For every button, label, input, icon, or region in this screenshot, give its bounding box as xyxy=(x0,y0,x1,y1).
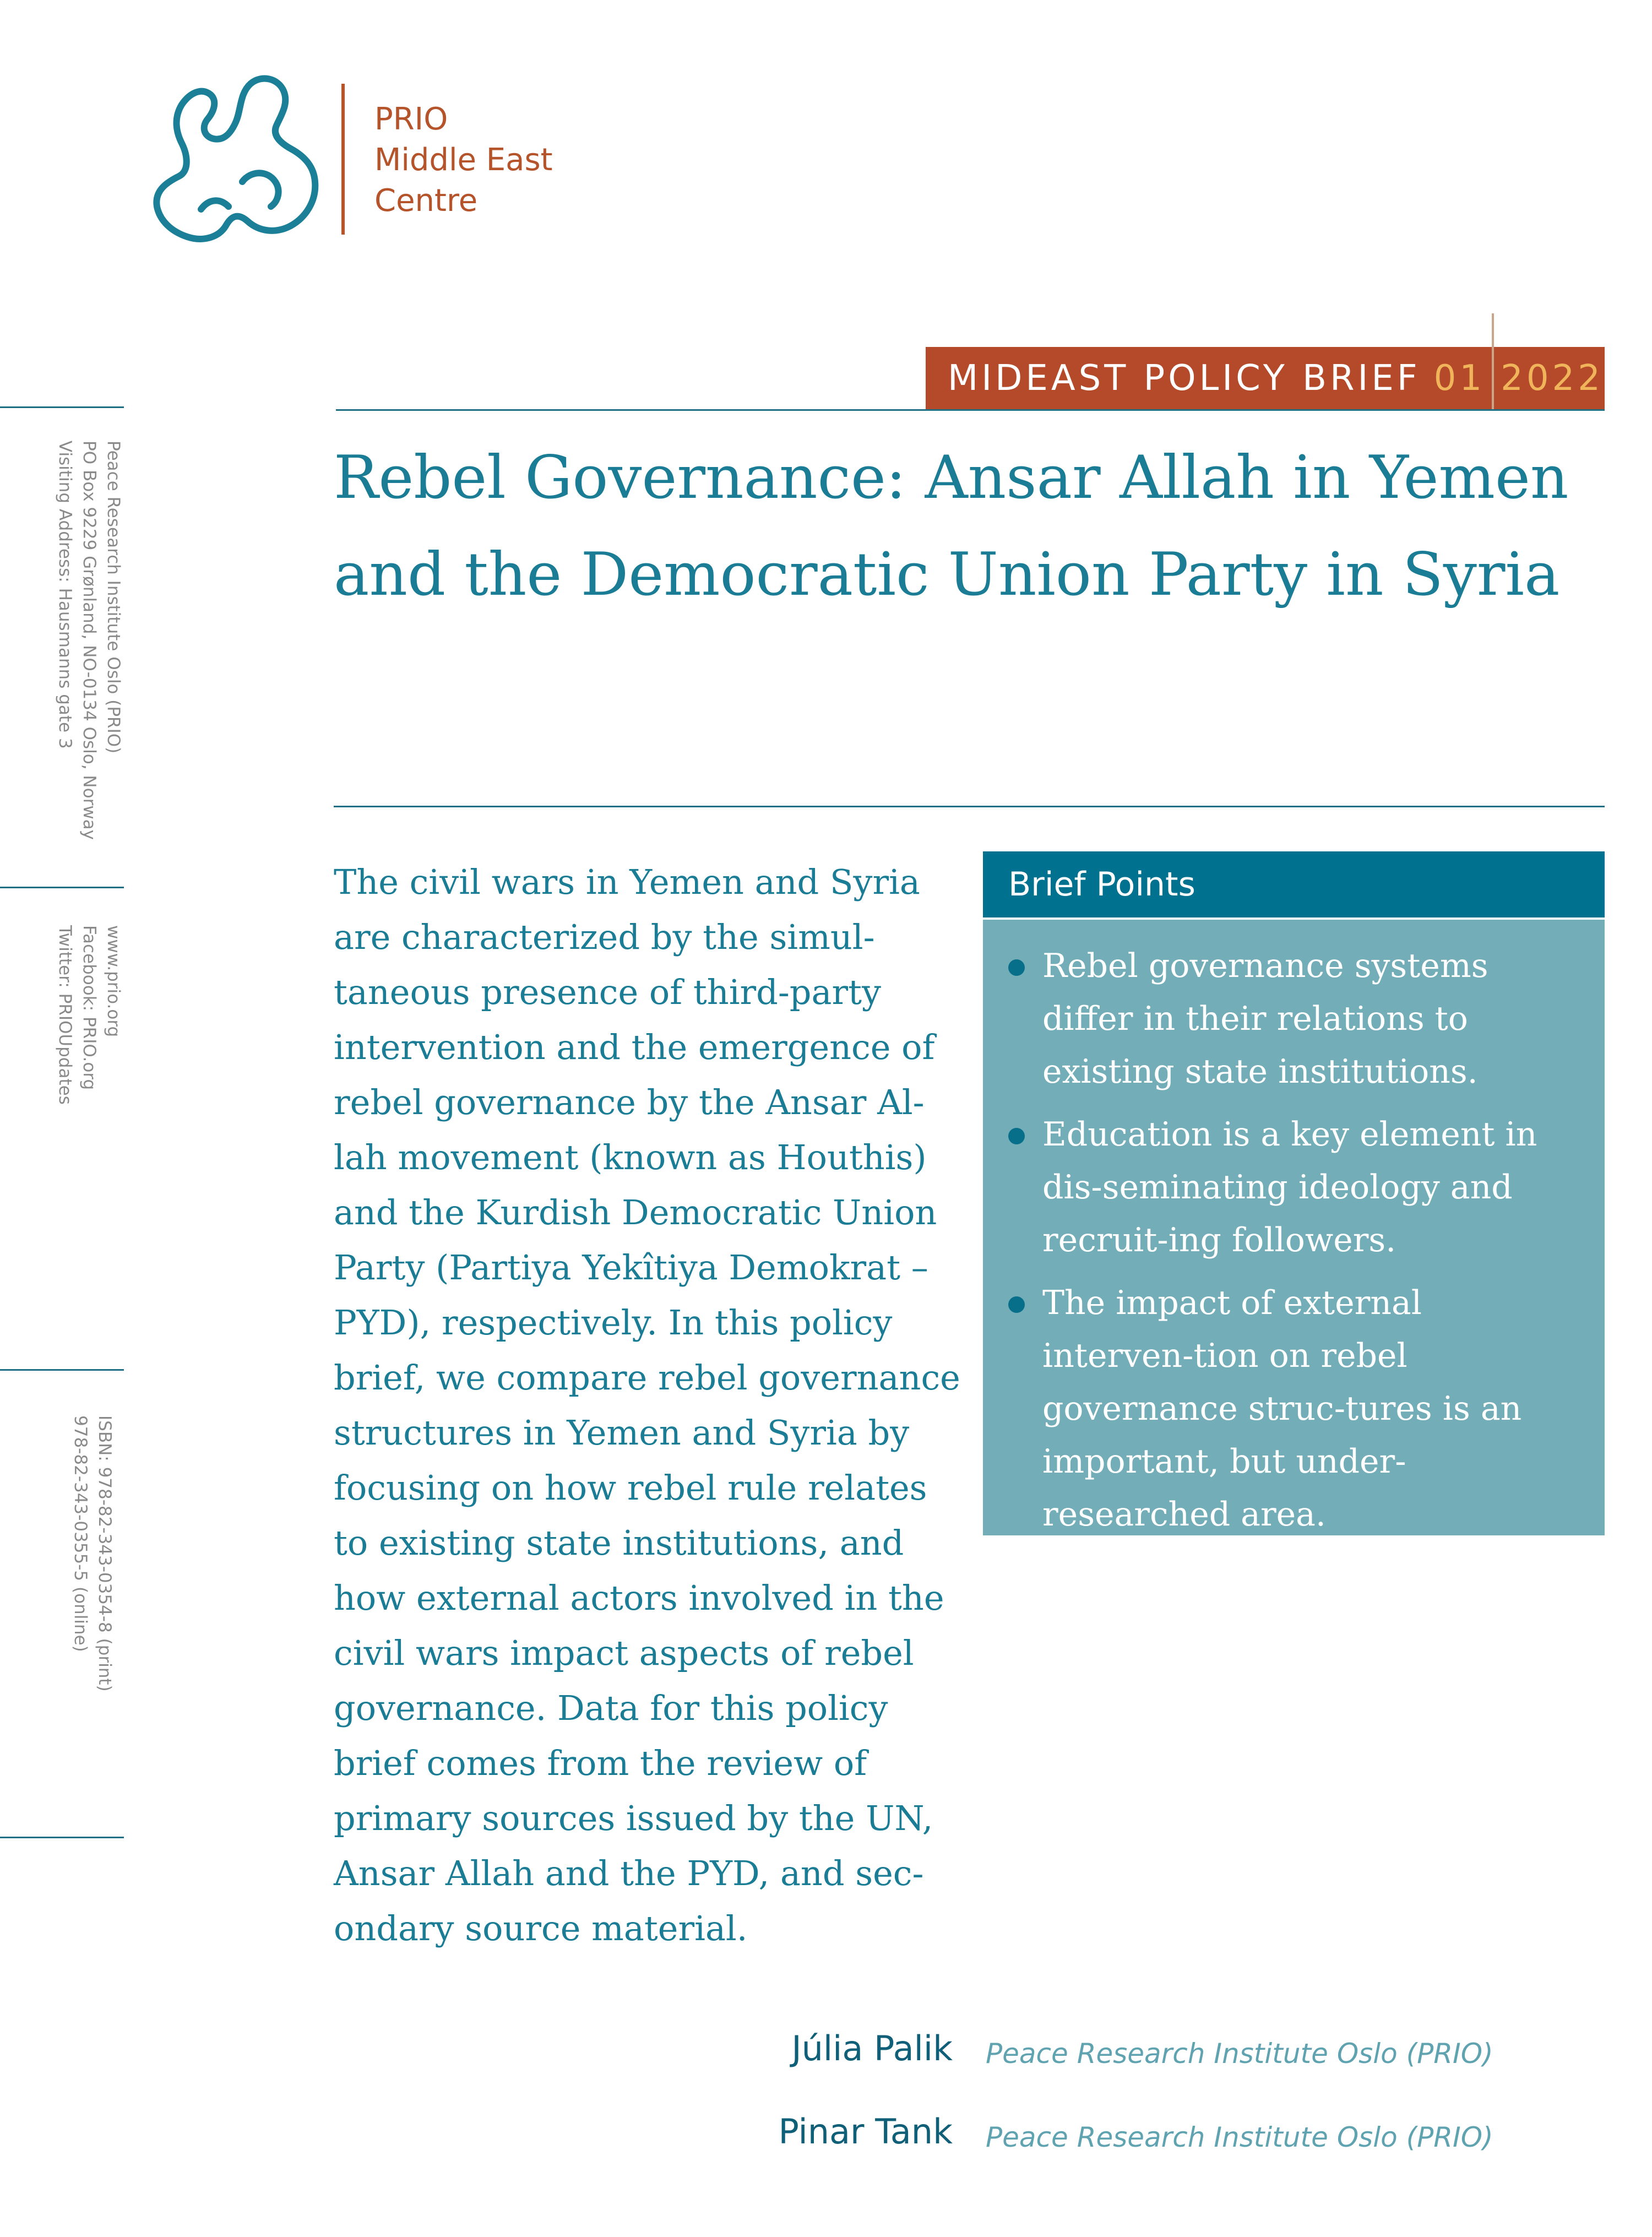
banner-rule xyxy=(336,409,1605,411)
author-affiliation: Peace Research Institute Oslo (PRIO) xyxy=(986,2121,1493,2153)
isbn-print: ISBN: 978-82-343-0354-8 (print) xyxy=(95,1415,115,1692)
document-title: Rebel Governance: Ansar Allah in Yemen and the Democratic Union Party in Syria xyxy=(334,443,1569,609)
bullet-icon xyxy=(1008,1128,1025,1144)
sidebar-rule-bottom xyxy=(0,1837,124,1838)
banner-issue-number: 01 xyxy=(1433,357,1486,399)
brief-point-item xyxy=(1008,940,1572,1098)
facebook-link[interactable]: Facebook: PRIO.org xyxy=(79,925,99,1090)
brief-points-heading: Brief Points xyxy=(983,851,1605,917)
sidebar-rule-3 xyxy=(0,1369,124,1371)
abstract-text: The civil wars in Yemen and Syria are characterized by the simul-taneous presence of third-party intervention and the emergence of rebel governance by the Ansar Al-lah movement (known as Houthis) and the Kurdish Democratic Union Party (Partiya Yekîtiya Demokrat – PYD), respectively. In this policy brief, we compare rebel governance structures in Yemen and Syria by focusing on how rebel rule relates to existing state institutions, and how external actors involved in the civil wars impact aspects of rebel governance. Data for this policy brief comes from the review of primary sources issued by the UN, Ansar Allah and the PYD, and sec-ondary source material. xyxy=(334,862,960,1948)
address-line: PO Box 9229 Grønland, NO-0134 Oslo, Norway xyxy=(79,441,99,840)
author-name: Pinar Tank xyxy=(778,2111,953,2152)
sidebar-rule-2 xyxy=(0,887,124,888)
sidebar-rule-top xyxy=(0,406,124,408)
logo-line-centre: Centre xyxy=(374,183,478,219)
sidebar-address xyxy=(53,441,126,876)
isbn-online: 978-82-343-0355-5 (online) xyxy=(70,1415,90,1652)
title-rule xyxy=(334,806,1605,807)
brief-point-item xyxy=(1008,1108,1572,1267)
series-banner xyxy=(926,347,1605,409)
logo-divider xyxy=(341,84,345,235)
brief-point-text: Rebel governance systems differ in their relations to existing state institutions. xyxy=(1042,947,1488,1091)
brief-point-text: The impact of external interven-tion on rebel governance struc-tures is an important, but under-researched area. xyxy=(1042,1284,1522,1534)
website-link[interactable]: www.prio.org xyxy=(104,925,123,1038)
sidebar-isbn xyxy=(68,1415,117,1724)
logo-line-middle-east: Middle East xyxy=(374,142,553,178)
bullet-icon xyxy=(1008,959,1025,976)
logo-wordmark xyxy=(374,99,650,221)
author-affiliation: Peace Research Institute Oslo (PRIO) xyxy=(986,2038,1493,2070)
brief-point-item xyxy=(1008,1277,1572,1541)
brief-points-box xyxy=(983,920,1605,1535)
address-line: Visiting Address: Hausmanns gate 3 xyxy=(55,441,75,749)
twitter-link[interactable]: Twitter: PRIOUpdates xyxy=(55,925,75,1105)
banner-separator xyxy=(1492,313,1494,410)
logo-line-prio: PRIO xyxy=(374,101,448,137)
author-name: Júlia Palik xyxy=(791,2028,953,2068)
brief-point-text: Education is a key element in dis-seminating ideology and recruit-ing followers. xyxy=(1042,1115,1537,1259)
address-line: Peace Research Institute Oslo (PRIO) xyxy=(104,441,123,754)
prio-map-logo-icon xyxy=(149,72,325,253)
bullet-icon xyxy=(1008,1296,1025,1313)
sidebar-web-links xyxy=(53,925,126,1123)
banner-year: 2022 xyxy=(1501,357,1604,399)
banner-series-label: MIDEAST POLICY BRIEF xyxy=(948,357,1421,399)
